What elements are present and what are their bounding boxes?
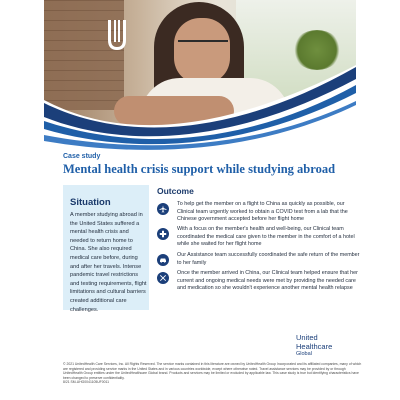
outcome-text: To help get the member on a flight to China as quickly as possible, our Clinical team urgently worked to obtain a COVID test from a lab that the Chinese government accepted before her flight home [177, 201, 348, 223]
unitedhealthcare-global-logo: United Healthcare Global [296, 333, 333, 357]
airplane-icon [159, 205, 167, 213]
situation-text: A member studying abroad in the United States suffered a mental health crisis and needed to return home to China. She also required medical care before, during and after her travels. Intense pandemic travel restrictions and testing requirements, flight limitations and cultural barriers created additional care challenges. [70, 212, 147, 313]
outcome-heading: Outcome [157, 186, 194, 196]
footer-disclaimer: © 2021 UnitedHealth Care Services, Inc. All Rights Reserved. The service marks contained in this literature are owned by UnitedHealth Group Incorporated and its affiliated companies, many of which are registered and providing service marks in the United States and in various countries worldwide, except where otherwise noted. Travel assistance services may be provided by or through UnitedHealth Group entities under the UnitedHealthcare Global brand. Products and services may be limited or excluded by applicable law. This case study is true but identifying characteristics have been changed to preserve confidentiality. 8/21 SM-UHG0041105UF0011 [63, 362, 362, 385]
tools-icon [159, 274, 167, 282]
outcome-text: Our Assistance team successfully coordinated the safe return of the member to her family [177, 252, 360, 266]
wave-swoosh [0, 55, 400, 150]
medical-cross-icon [159, 230, 167, 238]
footer-code: 8/21 SM-UHG0041105UF0011 [63, 380, 110, 385]
situation-heading: Situation [70, 197, 111, 208]
outcome-item [157, 270, 362, 300]
car-icon [159, 256, 167, 264]
outcome-text: Once the member arrived in China, our Clinical team helped ensure that her current and ongoing medical needs were met by providing the needed care and medication so she wouldn't experience another mental health relapse [177, 270, 358, 292]
outcome-text: With a focus on the member's health and well-being, our Clinical team coordinated the medical care given to the member in the comfort of a hotel while she waited for her flight home [177, 226, 355, 248]
situation-box [63, 185, 149, 313]
case-study-label: Case study [63, 153, 101, 160]
glasses [178, 40, 228, 54]
page-title: Mental health crisis support while studying abroad [63, 162, 336, 176]
uhc-u-logo-icon [106, 18, 128, 52]
